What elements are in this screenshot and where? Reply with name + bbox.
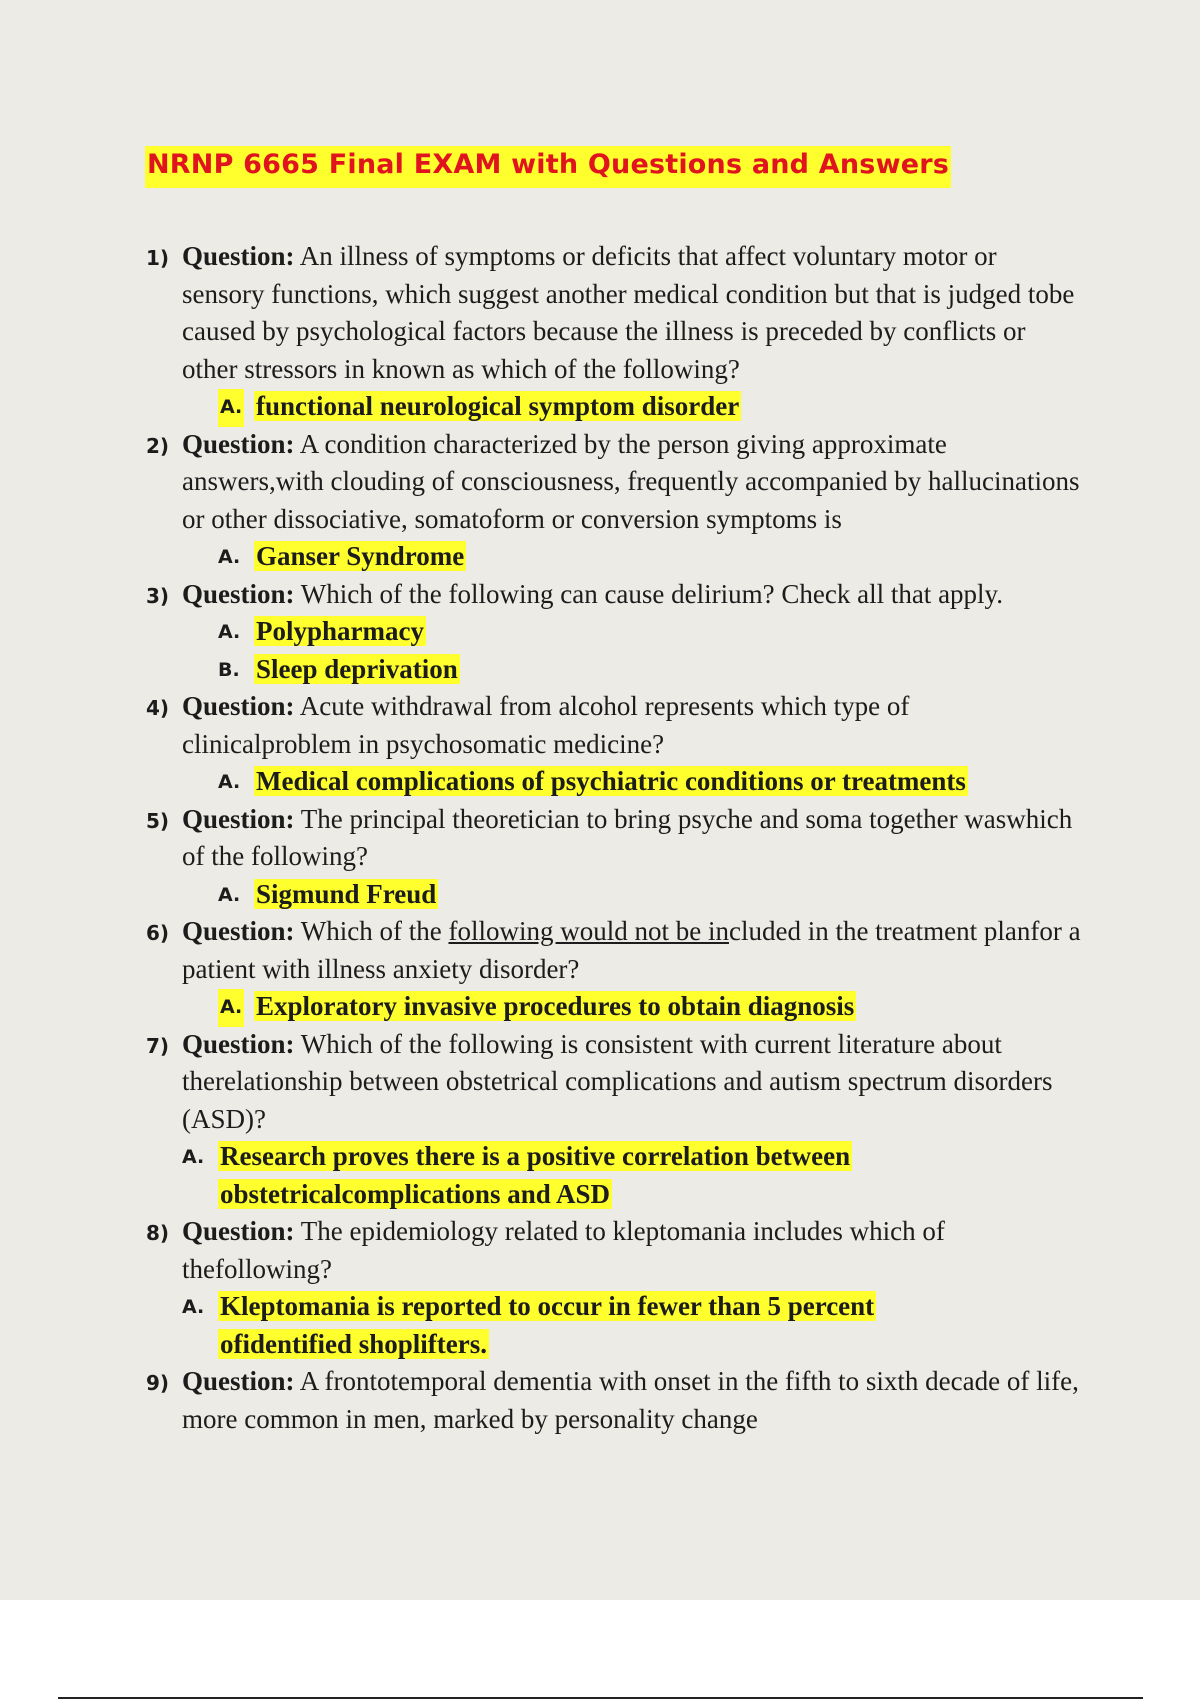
- answer-text: Exploratory invasive procedures to obtain diagnosis: [256, 991, 855, 1021]
- question-label: Question:: [182, 1028, 295, 1059]
- answer-letter: A.: [218, 989, 244, 1027]
- question-number: 2): [146, 433, 170, 458]
- question-text-before: Which of the: [300, 916, 449, 946]
- question-item: [0, 576, 1082, 614]
- question-text: A frontotemporal dementia with onset in the fifth to sixth decade of life, more common in men, marked by personality change: [182, 1366, 1079, 1434]
- question-item: [0, 801, 1082, 876]
- question-text: A condition characterized by the person giving approximate answers,with clouding of consciousness, frequently accompanied by hallucinations or other dissociative, somatoform or conversion symptoms is: [182, 428, 1080, 534]
- answer-item: [0, 988, 1014, 1026]
- answer-item: [0, 613, 1014, 651]
- answer-item: [0, 1138, 978, 1213]
- answer-item: [0, 1288, 978, 1363]
- answer-text: Ganser Syndrome: [256, 541, 465, 571]
- answer-text: Medical complications of psychiatric conditions or treatments: [256, 766, 966, 796]
- question-number: 8): [146, 1221, 170, 1245]
- question-label: Question:: [182, 578, 295, 609]
- footer-divider: [58, 1697, 1143, 1699]
- question-number: 4): [146, 696, 170, 720]
- answer-letter: A.: [182, 1296, 205, 1318]
- answer-item: [0, 763, 1014, 801]
- question-text-underlined: following would not be in: [448, 916, 729, 946]
- answer-letter: A.: [182, 1146, 205, 1168]
- question-item: [0, 1213, 1082, 1288]
- answer-text: Sigmund Freud: [256, 878, 437, 909]
- question-item: [0, 1363, 1082, 1438]
- question-text: An illness of symptoms or deficits that affect voluntary motor or sensory functions, which suggest another medical condition but that is judged tobe caused by psychological factors because the illness is preceded by conflicts or other stressors in known as which of the following?: [182, 241, 1075, 384]
- answer-item: [0, 876, 1014, 914]
- question-item: [0, 238, 1082, 388]
- question-label: Question:: [182, 241, 295, 271]
- answer-item: [0, 388, 1014, 426]
- question-label: Question:: [182, 1366, 295, 1396]
- answer-letter: B.: [218, 658, 240, 681]
- question-text: Acute withdrawal from alcohol represents which type of clinicalproblem in psychosomatic medicine?: [182, 691, 910, 759]
- question-number: 1): [146, 246, 170, 270]
- question-item: [0, 426, 1082, 539]
- question-text: Which of the following can cause delirium? Check all that apply.: [300, 578, 1004, 609]
- question-number: 3): [146, 583, 170, 608]
- question-item: [0, 688, 1082, 763]
- question-text-after: cluded in the treatment planfor a patient with illness anxiety disorder?: [182, 916, 1081, 984]
- question-list: [0, 238, 1200, 1438]
- question-number: 6): [146, 921, 170, 945]
- answer-text: Polypharmacy: [256, 616, 424, 646]
- question-item: [0, 1026, 1082, 1139]
- answer-item: [0, 651, 1014, 689]
- question-number: 5): [146, 808, 170, 833]
- question-item: [0, 913, 1082, 988]
- answer-item: [0, 538, 1014, 576]
- answer-text: Research proves there is a positive correlation between obstetricalcomplications and ASD: [220, 1141, 851, 1209]
- question-label: Question:: [182, 1216, 295, 1246]
- answer-text: functional neurological symptom disorder: [256, 391, 740, 421]
- question-text: Which of the following is consistent with current literature about therelationship between obstetrical complications and autism spectrum disorders (ASD)?: [182, 1028, 1053, 1134]
- answer-letter: A.: [218, 883, 241, 906]
- answer-text: Kleptomania is reported to occur in fewer than 5 percent ofidentified shoplifters.: [220, 1291, 875, 1359]
- question-number: 7): [146, 1033, 170, 1058]
- question-label: Question:: [182, 803, 295, 834]
- answer-letter: A.: [218, 621, 241, 643]
- question-label: Question:: [182, 916, 295, 946]
- page-gap: [0, 1600, 1200, 1700]
- question-text: The epidemiology related to kleptomania includes which of thefollowing?: [182, 1216, 945, 1284]
- question-label: Question:: [182, 691, 295, 721]
- question-text: The principal theoretician to bring psyche and soma together waswhich of the following?: [182, 803, 1073, 871]
- answer-letter: A.: [218, 389, 244, 427]
- question-label: Question:: [182, 428, 295, 459]
- document-title: NRNP 6665 Final EXAM with Questions and Answers: [145, 146, 951, 188]
- answer-text: Sleep deprivation: [256, 653, 458, 684]
- answer-letter: A.: [218, 771, 241, 793]
- answer-letter: A.: [218, 546, 241, 568]
- question-number: 9): [146, 1371, 170, 1395]
